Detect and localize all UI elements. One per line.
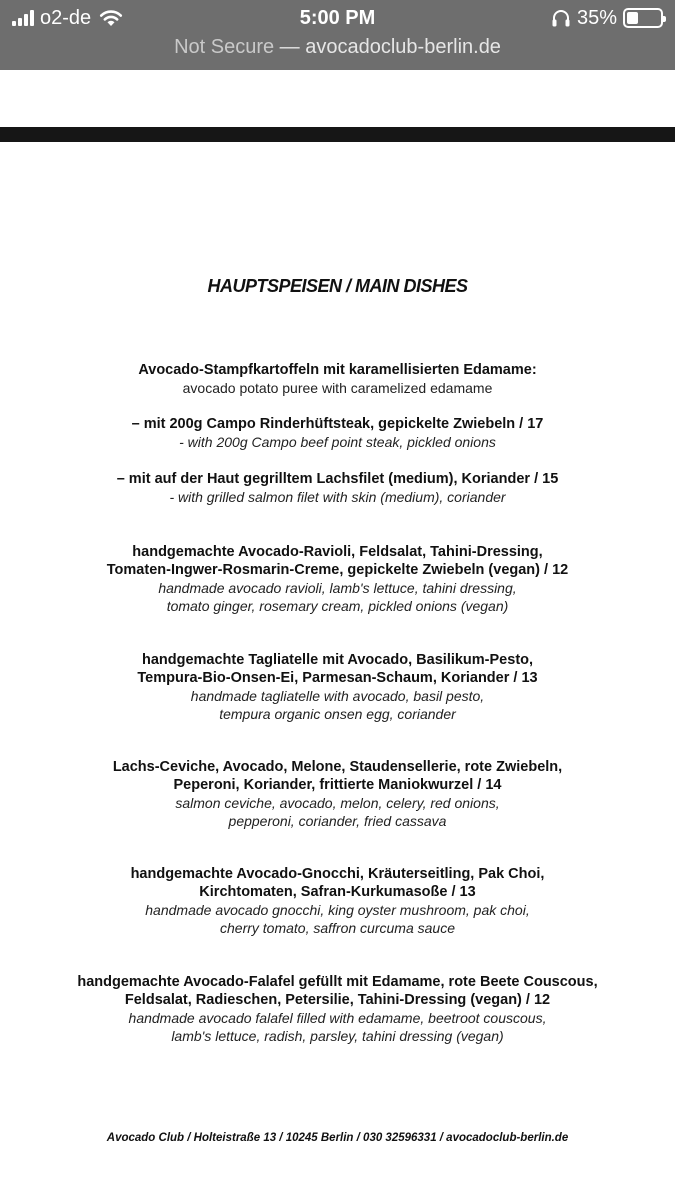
status-right xyxy=(551,6,663,30)
menu-item-option xyxy=(0,470,675,506)
battery-percent: 35% xyxy=(576,6,617,29)
security-label: Not Secure xyxy=(174,36,275,58)
dish-name-en: handmade avocado ravioli, lamb's lettuce, tahini dressing, tomato ginger, rosemary cream, pickled onions (vegan) xyxy=(158,580,517,614)
carrier-label: o2-de xyxy=(40,6,92,29)
footer-address: Avocado Club / Holteistraße 13 / 10245 Berlin / 030 32596331 / avocadoclub-berlin.de xyxy=(106,1132,569,1144)
dish-name-de: handgemachte Avocado-Ravioli, Feldsalat, Tahini-Dressing, Tomaten-Ingwer-Rosmarin-Creme, gepickelte Zwiebeln (vegan) / 12 xyxy=(106,544,569,578)
dish-name-en: avocado potato puree with caramelized edamame xyxy=(182,380,493,396)
dish-name-de: Avocado-Stampfkartoffeln mit karamellisierten Edamame: xyxy=(138,362,537,378)
dish-name-en: handmade tagliatelle with avocado, basil pesto, tempura organic onsen egg, coriander xyxy=(190,688,485,722)
dish-name-en: - with 200g Campo beef point steak, pickled onions xyxy=(179,434,496,450)
dish-name-de: handgemachte Avocado-Gnocchi, Kräuterseitling, Pak Choi, Kirchtomaten, Safran-Kurkumasoße / 13 xyxy=(130,866,545,900)
menu-item-option xyxy=(0,415,675,451)
menu-item xyxy=(0,758,675,830)
dish-name-en: handmade avocado falafel filled with edamame, beetroot couscous, lamb's lettuce, radish, parsley, tahini dressing (vegan) xyxy=(128,1010,547,1044)
url-bar[interactable] xyxy=(0,36,675,59)
url-separator: — xyxy=(274,36,306,58)
dish-name-en: handmade avocado gnocchi, king oyster mushroom, pak choi, cherry tomato, saffron curcuma sauce xyxy=(145,902,530,936)
dish-name-de: – mit 200g Campo Rinderhüftsteak, gepickelte Zwiebeln / 17 xyxy=(131,416,544,432)
dish-name-de: handgemachte Avocado-Falafel gefüllt mit Edamame, rote Beete Couscous, Feldsalat, Radieschen, Petersilie, Tahini-Dressing (vegan) / 12 xyxy=(77,974,598,1008)
clock: 5:00 PM xyxy=(299,7,376,29)
section-title: HAUPTSPEISEN / MAIN DISHES xyxy=(207,276,468,296)
browser-chrome xyxy=(0,0,675,70)
url-domain: avocadoclub-berlin.de xyxy=(305,36,501,58)
menu-item xyxy=(0,865,675,937)
menu-item-intro xyxy=(0,361,675,397)
menu-item xyxy=(0,543,675,615)
dish-name-en: - with grilled salmon filet with skin (medium), coriander xyxy=(169,489,506,505)
dish-name-de: – mit auf der Haut gegrilltem Lachsfilet (medium), Koriander / 15 xyxy=(116,471,559,487)
headphones-icon xyxy=(551,9,571,27)
header-bar xyxy=(0,127,675,142)
menu-item xyxy=(0,973,675,1045)
dish-name-de: Lachs-Ceviche, Avocado, Melone, Staudensellerie, rote Zwiebeln, Peperoni, Koriander, frittierte Maniokwurzel / 14 xyxy=(112,759,563,793)
dish-name-en: salmon ceviche, avocado, melon, celery, red onions, pepperoni, coriander, fried cassava xyxy=(175,795,500,829)
dish-name-de: handgemachte Tagliatelle mit Avocado, Basilikum-Pesto, Tempura-Bio-Onsen-Ei, Parmesan-Schaum, Koriander / 13 xyxy=(137,652,538,686)
battery-icon xyxy=(623,8,663,28)
menu-item xyxy=(0,651,675,723)
